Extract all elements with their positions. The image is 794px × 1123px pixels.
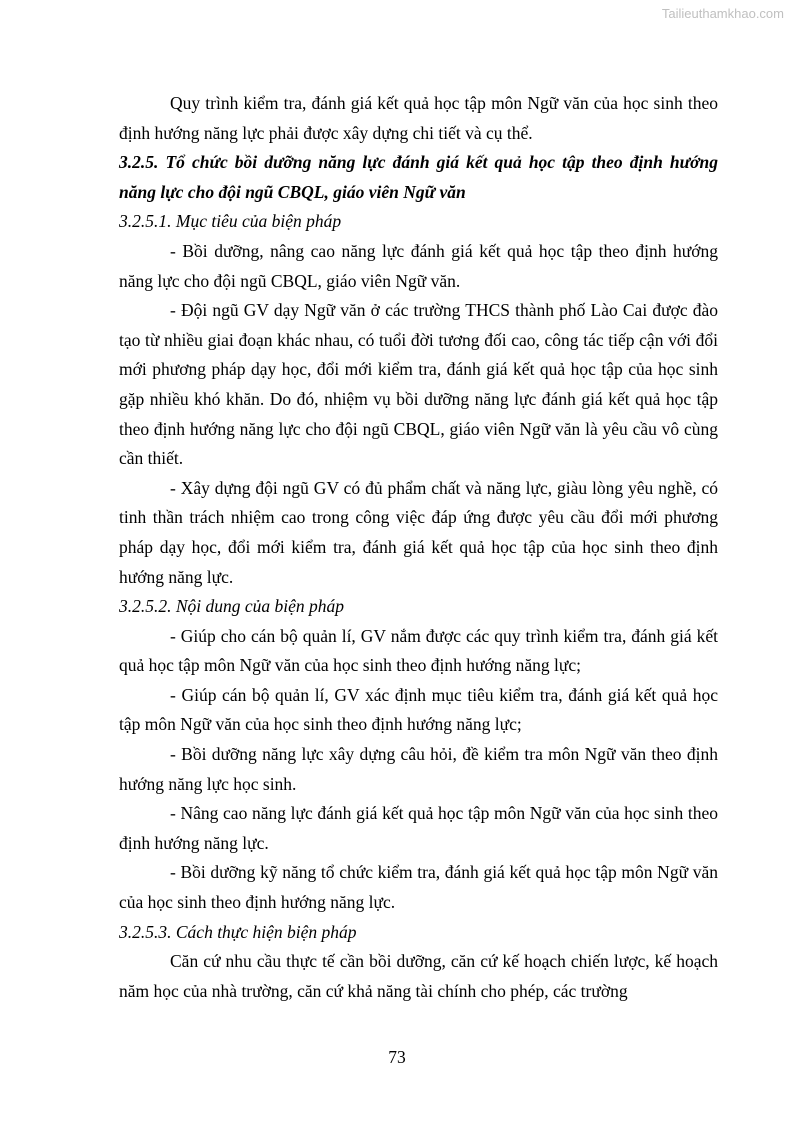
subsection-heading: 3.2.5.2. Nội dung của biện pháp [119,596,345,617]
section-heading: 3.2.5. Tổ chức bồi dưỡng năng lực đánh giá kết quả học tập theo định hướng năng lực cho đội ngũ CBQL, giáo viên Ngữ văn [119,152,718,202]
paragraph: - Bồi dưỡng kỹ năng tổ chức kiểm tra, đánh giá kết quả học tập môn Ngữ văn của học sinh theo định hướng năng lực. [119,862,718,913]
paragraph: - Giúp cho cán bộ quản lí, GV nắm được các quy trình kiểm tra, đánh giá kết quả học tập môn Ngữ văn của học sinh theo định hướng năng lực; [119,625,718,676]
paragraph: - Đội ngũ GV dạy Ngữ văn ở các trường THCS thành phố Lào Cai được đào tạo từ nhiều giai đoạn khác nhau, có tuổi đời tương đối cao, công tác tiếp cận với đổi mới phương pháp dạy học, đổi mới kiểm tra, đánh giá kết quả học tập của học sinh gặp nhiều khó khăn. Do đó, nhiệm vụ bồi dưỡng năng lực đánh giá kết quả học tập theo định hướng năng lực cho đội ngũ CBQL, giáo viên Ngữ văn là yêu cầu vô cùng cần thiết. [119,300,718,469]
document-body [119,89,718,1006]
subsection-heading: 3.2.5.1. Mục tiêu của biện pháp [119,211,342,232]
paragraph: - Bồi dưỡng năng lực xây dựng câu hỏi, đề kiểm tra môn Ngữ văn theo định hướng năng lực học sinh. [119,744,718,794]
paragraph: - Giúp cán bộ quản lí, GV xác định mục tiêu kiểm tra, đánh giá kết quả học tập môn Ngữ văn của học sinh theo định hướng năng lực; [119,684,718,735]
paragraph: - Bồi dưỡng, nâng cao năng lực đánh giá kết quả học tập theo định hướng năng lực cho đội ngũ CBQL, giáo viên Ngữ văn. [119,240,718,291]
subsection-heading: 3.2.5.3. Cách thực hiện biện pháp [119,921,357,942]
paragraph: - Xây dựng đội ngũ GV có đủ phẩm chất và năng lực, giàu lòng yêu nghề, có tinh thần trách nhiệm cao trong công việc đáp ứng được yêu cầu đổi mới phương pháp dạy học, đổi mới kiểm tra, đánh giá kết quả học tập của học sinh theo định hướng năng lực. [119,477,718,587]
paragraph: Căn cứ nhu cầu thực tế cần bồi dưỡng, căn cứ kế hoạch chiến lược, kế hoạch năm học của nhà trường, căn cứ khả năng tài chính cho phép, các trường [119,951,718,1001]
watermark: Tailieuthamkhao.com [661,6,784,21]
page-number: 73 [388,1047,406,1067]
paragraph: - Nâng cao năng lực đánh giá kết quả học tập môn Ngữ văn của học sinh theo định hướng năng lực. [119,803,718,853]
paragraph: Quy trình kiểm tra, đánh giá kết quả học tập môn Ngữ văn của học sinh theo định hướng năng lực phải được xây dựng chi tiết và cụ thể. [119,93,718,143]
